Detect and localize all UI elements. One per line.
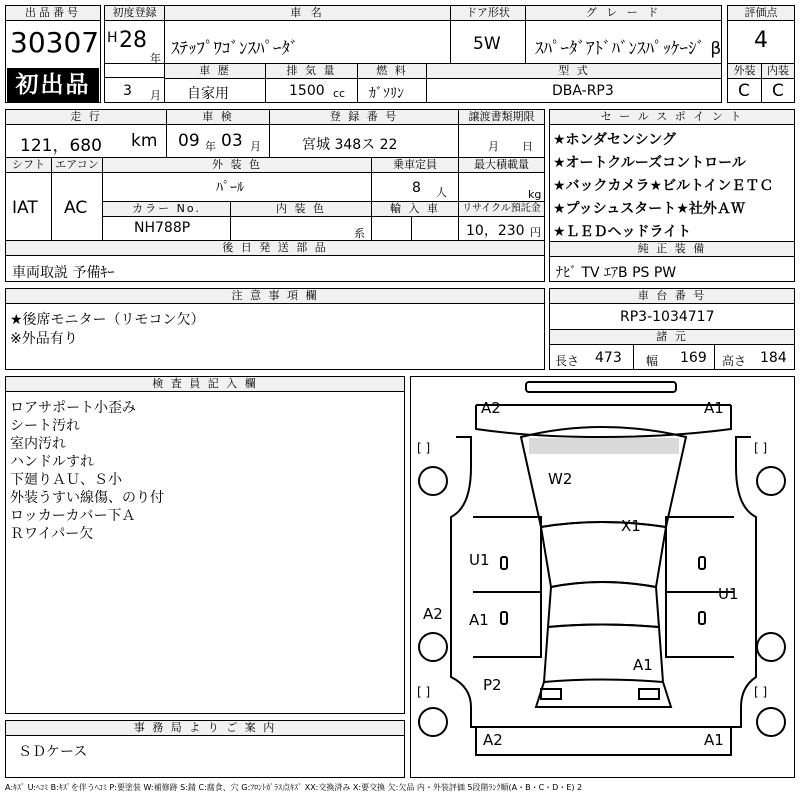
inspector-line: ロアサポート小歪み [10, 400, 136, 416]
capacity-unit: 人 [436, 186, 447, 199]
car-diagram [410, 376, 795, 778]
grade: ｽﾊﾟｰﾀﾞｱﾄﾞﾊﾞﾝｽﾊﾟｯｹｰｼﾞ β [535, 39, 722, 59]
selling-point-item: ★オートクルーズコントロール [553, 155, 746, 171]
transfer-label: 譲渡書類期限 [459, 110, 544, 125]
mark-rear-bumper-left: A2 [483, 731, 503, 749]
import-label: 輸 入 車 [372, 202, 458, 217]
mark-left-rear-door: A1 [469, 611, 489, 629]
selling-point-item: ★バックカメラ★ビルトインＥＴＣ [553, 178, 774, 194]
note-line: ※外品有り [10, 331, 78, 347]
door-label: ドア形状 [451, 6, 525, 21]
recycle-unit: 円 [530, 226, 541, 239]
office-text: ＳＤケース [18, 744, 88, 760]
reg-month-unit: 月 [150, 89, 161, 102]
car-name-label: 車 名 [165, 6, 450, 21]
inspector-line: 室内汚れ [10, 436, 66, 452]
transfer-month-unit: 月 [488, 140, 499, 153]
car-name: ｽﾃｯﾌﾟﾜｺﾞﾝｽﾊﾟｰﾀﾞ [171, 39, 299, 59]
exterior-label: 外装 [728, 64, 761, 79]
reg-era: H [107, 30, 118, 46]
max-load-unit: kg [528, 188, 542, 201]
int-color-label: 内 装 色 [231, 202, 371, 217]
grade-label: グ レ ー ド [526, 6, 721, 21]
displacement-unit: cc [333, 87, 346, 100]
notes-label: 注 意 事 項 欄 [6, 289, 544, 304]
mark-rear-left-quarter: P2 [483, 676, 502, 694]
score-value: 4 [754, 28, 768, 53]
ext-color-label: 外 装 色 [103, 158, 371, 173]
shift-label: シフト [6, 158, 51, 173]
shift: IAT [12, 198, 38, 218]
mark-rear-hatch: A1 [633, 656, 653, 674]
ext-color: ﾊﾟｰﾙ [216, 180, 244, 196]
lot-label: 出品番号 [6, 6, 100, 21]
bracket-marker: [ ] [754, 685, 768, 699]
inspector-label: 検 査 員 記 入 欄 [6, 377, 404, 392]
chassis-label: 車 台 番 号 [550, 289, 794, 304]
chassis-number: RP3-1034717 [620, 309, 715, 325]
selling-points-box [549, 109, 795, 282]
inspection-month: 03 [221, 131, 243, 151]
color-number: NH788P [134, 220, 191, 236]
fuel-label: 燃 料 [358, 64, 426, 79]
inspector-line: シート汚れ [10, 418, 80, 434]
height-label: 高さ [722, 354, 747, 368]
reg-year: 28 [119, 28, 147, 53]
note-line: ★後席モニター（リモコン欠） [10, 312, 205, 328]
recycle-label: リサイクル預託金 [459, 202, 544, 217]
reg-year-label: 初度登録 [105, 6, 164, 21]
inspection-label: 車 検 [167, 110, 269, 125]
legend-text: A:ｷｽﾞ U:ﾍｺﾐ B:ｷｽﾞを伴うﾍｺﾐ P:要塗装 W:補修跡 S:錆 C:腐食、穴 G:ﾌﾛﾝﾄｶﾞﾗｽ点ｷｽﾞ XX:交換済み X:要交換 欠:欠品 内・外装評価 5段階ﾗﾝｸ順(A・B・C・D・E) 2 [5, 783, 583, 792]
mark-left-rear-fender: A2 [423, 605, 443, 623]
lot-number: 30307 [10, 26, 100, 59]
inspector-line: ハンドルすれ [10, 454, 94, 470]
later-parts-label: 後 日 発 送 部 品 [6, 241, 544, 256]
later-parts: 車両取説 予備ｷｰ [12, 265, 115, 281]
score-label: 評価点 [728, 6, 794, 21]
height-value: 184 [760, 350, 787, 366]
plate-number: 宮城 348ス 22 [302, 137, 398, 153]
equipment-value: ﾅﾋﾞ TV ｴｱB PS PW [556, 265, 677, 281]
transfer-day-unit: 日 [522, 140, 533, 153]
first-listing-badge: 初出品 [7, 68, 99, 102]
capacity: 8 [412, 180, 421, 196]
notes-box [5, 288, 545, 370]
int-color-unit: 系 [354, 227, 365, 240]
header-grid [104, 5, 722, 103]
ac-label: エアコン [52, 158, 102, 173]
inspector-box [5, 376, 405, 714]
history-label: 車 歴 [165, 64, 265, 79]
reg-month: 3 [123, 83, 132, 99]
model-label: 型 式 [427, 64, 721, 79]
car-history: 自家用 [187, 86, 229, 102]
mileage-unit: km [131, 131, 158, 151]
detail-grid [5, 109, 545, 282]
displacement: 1500 [289, 83, 325, 99]
chassis-box [549, 288, 795, 370]
mark-roof: X1 [621, 517, 641, 535]
reg-year-unit: 年 [150, 52, 161, 65]
recycle-fee: 10，230 [466, 223, 525, 239]
mark-left-front-door: U1 [469, 551, 490, 569]
mark-front-right: A1 [704, 399, 724, 417]
bracket-marker: [ ] [417, 441, 431, 455]
length-label: 長さ [555, 354, 580, 368]
mark-rear-bumper-right: A1 [704, 731, 724, 749]
inspector-line: ロッカーカバー下Ａ [10, 508, 136, 524]
inspection-year-unit: 年 [205, 140, 216, 153]
model-code: DBA-RP3 [552, 83, 614, 99]
mileage-label: 走 行 [6, 110, 166, 125]
selling-point-item: ★プッシュスタート★社外ＡＷ [553, 201, 745, 217]
capacity-label: 乗車定員 [372, 158, 458, 173]
selling-point-item: ★ＬＥＤヘッドライト [553, 224, 692, 240]
plate-label: 登 録 番 号 [270, 110, 458, 125]
mark-bonnet: W2 [548, 470, 573, 488]
inspection-year: 09 [178, 131, 200, 151]
lot-box [5, 5, 101, 103]
width-label: 幅 [646, 354, 659, 368]
exterior-grade: C [738, 81, 750, 101]
office-label: 事 務 局 よ り ご 案 内 [6, 721, 404, 736]
score-box [727, 5, 795, 103]
color-no-label: カラー No. [103, 202, 230, 217]
width-value: 169 [680, 350, 707, 366]
length-value: 473 [595, 350, 622, 366]
mark-front-left: A2 [481, 399, 501, 417]
max-load-label: 最大積載量 [459, 158, 544, 173]
mileage: 121，680 [20, 136, 102, 156]
selling-points-label: セ ー ル ス ポ イ ン ト [550, 110, 794, 125]
inspection-month-unit: 月 [250, 140, 261, 153]
interior-grade: C [772, 81, 784, 101]
dims-label: 諸 元 [550, 330, 794, 345]
mark-right-rear-door: U1 [718, 585, 739, 603]
inspector-line: Ｒワイパー欠 [10, 526, 94, 542]
office-box [5, 720, 405, 778]
selling-point-item: ★ホンダセンシング [553, 132, 677, 148]
inspector-line: 外装うすい線傷、のり付 [10, 490, 164, 506]
bracket-marker: [ ] [417, 685, 431, 699]
interior-label: 内装 [762, 64, 794, 79]
header-block [5, 5, 795, 103]
inspector-line: 下廻りＡＵ、Ｓ小 [10, 472, 122, 488]
fuel: ｶﾞｿﾘﾝ [369, 86, 404, 102]
door-type: 5W [473, 34, 501, 54]
equipment-label: 純 正 装 備 [550, 242, 794, 257]
car-outline [411, 377, 794, 777]
displacement-label: 排 気 量 [266, 64, 357, 79]
air-conditioner: AC [64, 198, 88, 218]
bracket-marker: [ ] [754, 441, 768, 455]
